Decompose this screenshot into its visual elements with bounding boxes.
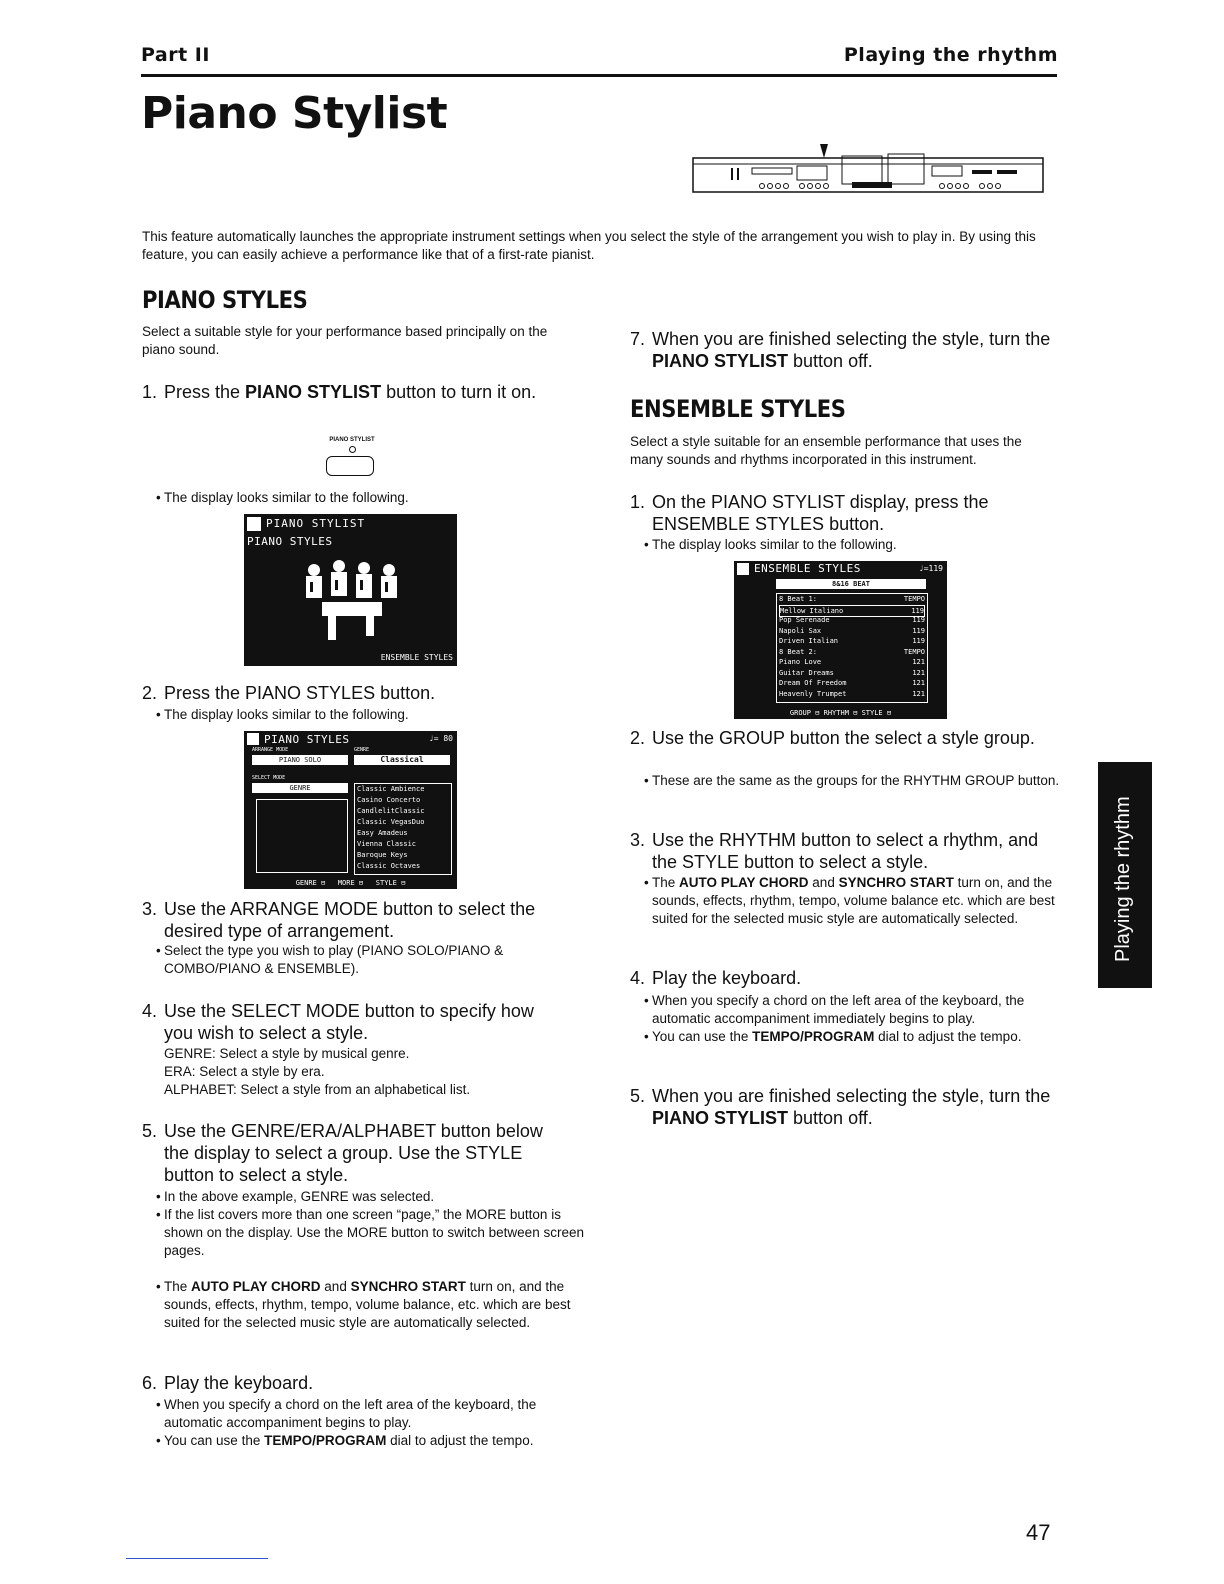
- piano-icon: [247, 733, 259, 745]
- table-row-selected[interactable]: Mellow Italiano 119: [779, 605, 925, 618]
- screen1-title: PIANO STYLIST: [266, 517, 366, 530]
- instrument-panel-diagram: [692, 144, 1044, 194]
- es-step-4-bullet-2: • You can use the TEMPO/PROGRAM dial to adjust the tempo.: [630, 1028, 1080, 1046]
- es-step-4: 4. Play the keyboard.: [630, 968, 802, 988]
- ps-step-6-bullet-1: • When you specify a chord on the left area of the keyboard, the automatic accompaniment begins to play.: [142, 1396, 589, 1432]
- es-step-4-bullet-1: • When you specify a chord on the left area of the keyboard, the automatic accompaniment immediately begins to play.: [630, 992, 1080, 1028]
- list-item[interactable]: Vienna Classic: [357, 840, 417, 848]
- table-row[interactable]: Dream Of Freedom 121: [779, 679, 925, 687]
- piano-styles-heading: PIANO STYLES: [142, 286, 308, 314]
- ps-step-4-era: ERA: Select a style by era.: [164, 1064, 325, 1079]
- ensemble-figures-image: [294, 556, 414, 646]
- table-row[interactable]: Napoli Sax 119: [779, 626, 925, 635]
- table-row[interactable]: Guitar Dreams 121: [779, 668, 925, 677]
- side-tab-label: Playing the rhythm: [1112, 796, 1134, 962]
- piano-styles-screen: [244, 731, 457, 889]
- es-bullet-display: • The display looks similar to the following.: [630, 536, 1080, 554]
- list-item[interactable]: Casino Concerto: [357, 796, 421, 804]
- intro-paragraph: This feature automatically launches the appropriate instrument settings when you select the style of the arrangement you wish to play in. By using this feature, you can easily achieve a performance like that of a first-rate pianist.: [142, 229, 1036, 262]
- ps-step-6: 6. Play the keyboard.: [142, 1373, 314, 1393]
- ps-step-2: 2. Press the PIANO STYLES button.: [142, 683, 436, 703]
- ps-step-1: 1. Press the PIANO STYLIST button to turn it on.: [142, 382, 537, 402]
- list-item[interactable]: Classic Ambience: [357, 785, 425, 793]
- ps-step-5: 5. Use the GENRE/ERA/ALPHABET button below the display to select a group. Use the STYLE button to select a style.: [142, 1121, 543, 1185]
- ps-step-7: 7. When you are finished selecting the style, turn the PIANO STYLIST button off.: [630, 329, 1051, 371]
- select-mode-value: GENRE: [252, 783, 348, 793]
- header-chapter: Playing the rhythm: [843, 44, 1058, 66]
- genre-value: Classical: [354, 755, 450, 765]
- es-group-value: 8&16 BEAT: [776, 579, 926, 589]
- es-step-1: 1. On the PIANO STYLIST display, press the ENSEMBLE STYLES button.: [630, 492, 989, 534]
- ps-step-4-alphabet: ALPHABET: Select a style from an alphabetical list.: [164, 1082, 471, 1097]
- settings-box: [256, 799, 348, 873]
- es-screen-footer: GROUP ⊟ RHYTHM ⊟ STYLE ⊟: [789, 709, 892, 717]
- more-softkey[interactable]: MORE: [337, 879, 355, 887]
- genre-softkey[interactable]: GENRE: [295, 879, 317, 887]
- select-mode-label: SELECT MODE: [252, 775, 286, 781]
- piano-icon: [247, 517, 261, 531]
- ensemble-styles-heading: ENSEMBLE STYLES: [630, 395, 846, 423]
- list-item[interactable]: Easy Amadeus: [357, 829, 408, 837]
- chapter-side-tab: [1098, 762, 1152, 988]
- ensemble-styles-desc: Select a style suitable for an ensemble performance that uses the many sounds and rhythms incorporated in this instrument.: [630, 434, 1022, 467]
- table-row[interactable]: Piano Love 121: [779, 658, 925, 666]
- style-list: [354, 783, 452, 875]
- screen2-title: PIANO STYLES: [264, 733, 350, 746]
- es-screen-title: ENSEMBLE STYLES: [754, 562, 861, 575]
- table-row[interactable]: Heavenly Trumpet 121: [779, 689, 925, 698]
- es-step-2: 2. Use the GROUP button the select a style group.: [630, 728, 1035, 748]
- page-title: Piano Stylist: [141, 88, 448, 139]
- arrange-mode-value: PIANO SOLO: [252, 755, 348, 765]
- ps-step-4-genre: GENRE: Select a style by musical genre.: [164, 1046, 410, 1061]
- piano-styles-desc: Select a suitable style for your performance based principally on the piano sound.: [142, 324, 548, 357]
- es-step-2-bullet: • These are the same as the groups for the RHYTHM GROUP button.: [630, 772, 1080, 790]
- ps-bullet-display-1: • The display looks similar to the following.: [142, 489, 589, 507]
- ensemble-styles-screen: [734, 561, 947, 719]
- ps-step-3: 3. Use the ARRANGE MODE button to select the desired type of arrangement.: [142, 899, 536, 941]
- list-item[interactable]: Baroque Keys: [357, 851, 408, 859]
- ps-step-4: 4. Use the SELECT MODE button to specify how you wish to select a style.: [142, 1001, 534, 1043]
- ps-step-5-bullet-2: • If the list covers more than one screen “page,” the MORE button is shown on the display. Use the MORE button to switch between screen pages.: [142, 1206, 589, 1260]
- list-item[interactable]: CandlelitClassic: [357, 807, 425, 815]
- genre-label: GENRE: [354, 747, 370, 753]
- table-row[interactable]: Pop Serenade 119: [779, 616, 925, 624]
- led-indicator-icon: [349, 446, 356, 453]
- es-step-3: 3. Use the RHYTHM button to select a rhythm, and the STYLE button to select a style.: [630, 830, 1039, 872]
- style-softkey[interactable]: STYLE: [375, 879, 397, 887]
- ensemble-icon: [737, 563, 749, 575]
- header-part: Part II: [141, 44, 210, 66]
- screen2-footer: GENRE ⊟ MORE ⊟ STYLE ⊟: [295, 879, 406, 887]
- table-row[interactable]: Driven Italian 119: [779, 637, 925, 645]
- es-style-list: [776, 593, 928, 703]
- group-softkey[interactable]: GROUP: [789, 709, 811, 717]
- ps-auto-play-bullet: • The AUTO PLAY CHORD and SYNCHRO START turn on, and the sounds, effects, rhythm, tempo, volume balance, etc. which are best suited for the selected music style are automatically selected.: [142, 1278, 589, 1332]
- ps-step-3-bullet: • Select the type you wish to play (PIANO SOLO/PIANO & COMBO/PIANO & ENSEMBLE).: [142, 942, 589, 978]
- rhythm-softkey[interactable]: RHYTHM: [823, 709, 849, 717]
- screen2-tempo: ♩= 80: [428, 734, 453, 743]
- es-step-3-bullet: • The AUTO PLAY CHORD and SYNCHRO START turn on, and the sounds, effects, rhythm, tempo, volume balance etc. which are best suited for the selected music style are automatically selected.: [630, 874, 1080, 928]
- piano-stylist-screen: [244, 514, 457, 666]
- list-item[interactable]: Classic VegasDuo: [357, 818, 425, 826]
- arrange-mode-label: ARRANGE MODE: [252, 747, 289, 753]
- es-step-5: 5. When you are finished selecting the style, turn the PIANO STYLIST button off.: [630, 1086, 1051, 1128]
- screen1-ensemble-styles: ENSEMBLE STYLES: [380, 653, 453, 662]
- table-row[interactable]: 8 Beat 2: TEMPO: [779, 647, 925, 656]
- style-softkey[interactable]: STYLE: [861, 709, 883, 717]
- list-item[interactable]: Classic Octaves: [357, 862, 421, 870]
- piano-stylist-button-label: PIANO STYLIST: [329, 437, 375, 443]
- footer-line: [126, 1558, 268, 1559]
- table-row[interactable]: 8 Beat 1: TEMPO: [779, 595, 925, 603]
- es-screen-tempo: ♩=119: [918, 564, 943, 573]
- page-number: 47: [1026, 1520, 1051, 1545]
- ps-step-5-bullet-1: • In the above example, GENRE was selected.: [142, 1188, 589, 1206]
- ps-bullet-display-2: • The display looks similar to the following.: [142, 706, 589, 724]
- screen1-piano-styles: PIANO STYLES: [247, 535, 333, 548]
- header-rule: [141, 74, 1057, 77]
- piano-stylist-button[interactable]: [326, 456, 374, 476]
- ps-step-6-bullet-2: • You can use the TEMPO/PROGRAM dial to adjust the tempo.: [142, 1432, 589, 1450]
